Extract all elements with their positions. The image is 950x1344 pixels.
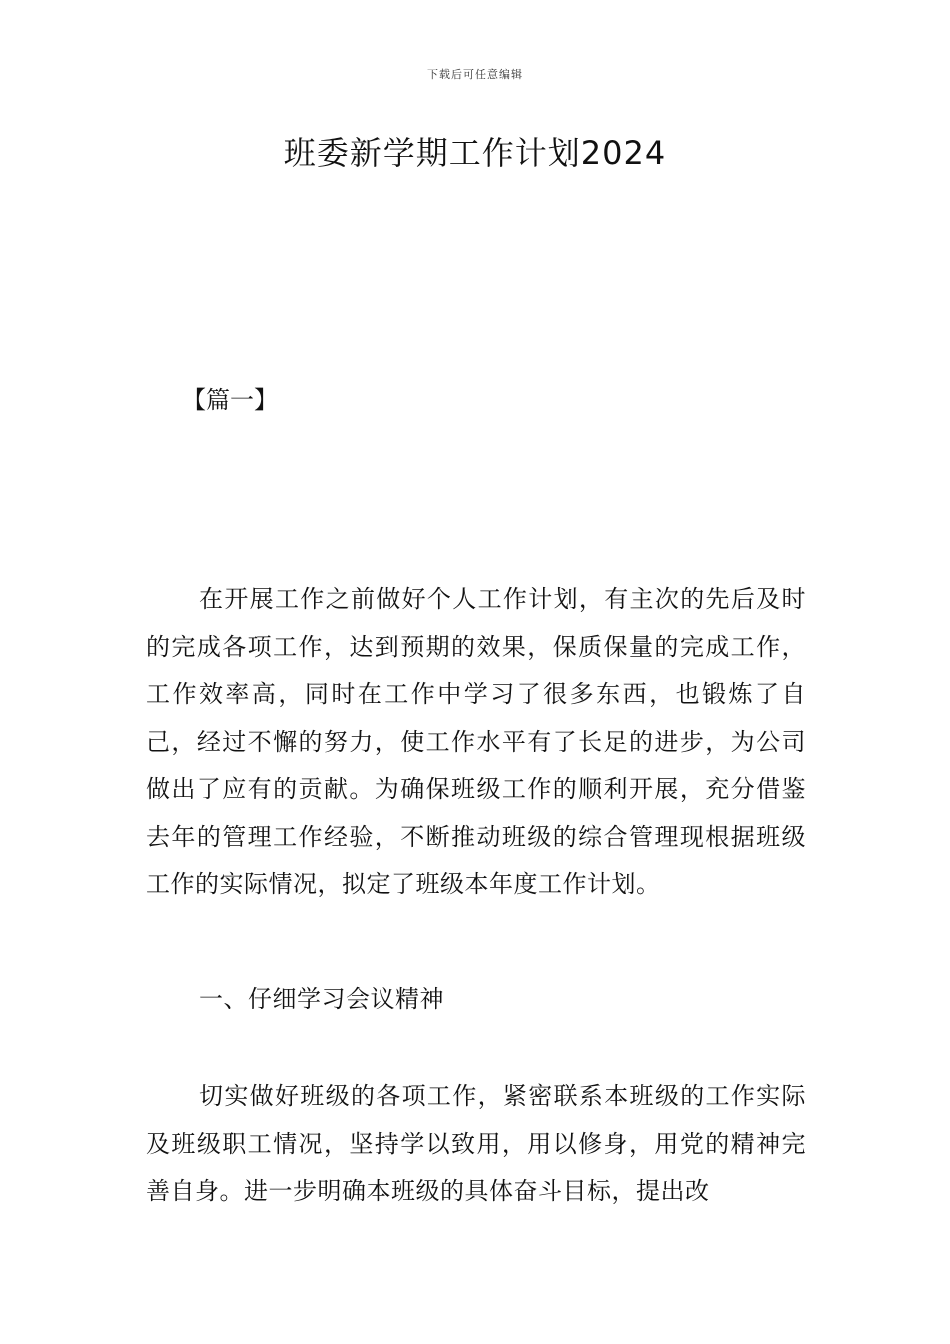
section-tag: 【篇一】	[182, 386, 278, 414]
header-note: 下载后可任意编辑	[427, 68, 523, 81]
section-heading: 一、仔细学习会议精神	[199, 985, 444, 1013]
document-title: 班委新学期工作计划2024	[283, 134, 667, 172]
body-paragraph: 切实做好班级的各项工作，紧密联系本班级的工作实际及班级职工情况，坚持学以致用，用以修身，用党的精神完善自身。进一步明确本班级的具体奋斗目标，提出改	[146, 1082, 806, 1205]
body-paragraph: 在开展工作之前做好个人工作计划，有主次的先后及时的完成各项工作，达到预期的效果，保质保量的完成工作，工作效率高，同时在工作中学习了很多东西，也锻炼了自己，经过不懈的努力，使工作水平有了长足的进步，为公司做出了应有的贡献。为确保班级工作的顺利开展，充分借鉴去年的管理工作经验，不断推动班级的综合管理现根据班级工作的实际情况，拟定了班级本年度工作计划。	[146, 585, 806, 898]
